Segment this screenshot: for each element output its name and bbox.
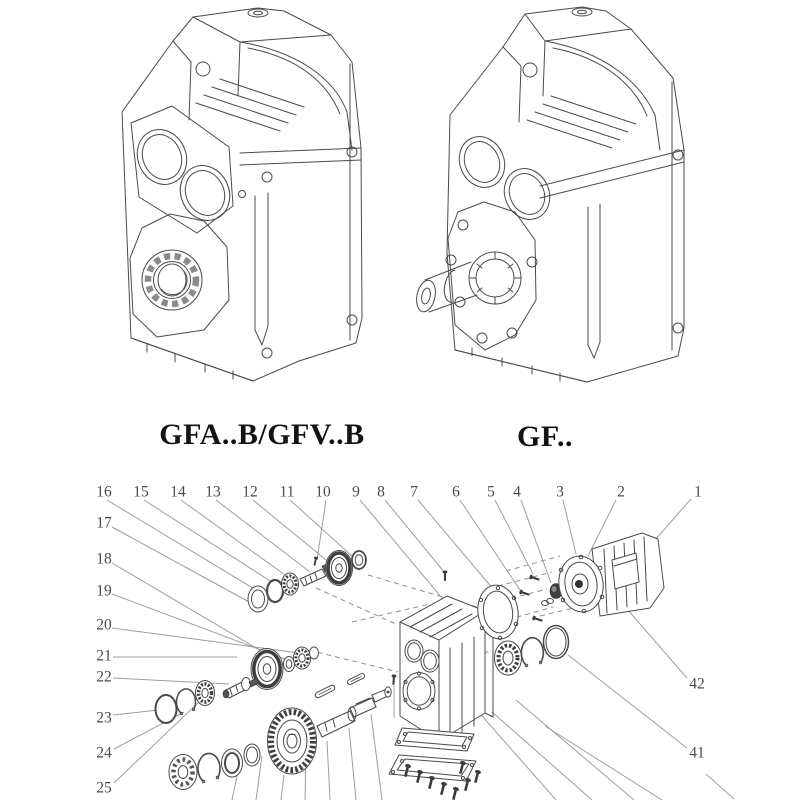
input-shaft-assembly (248, 551, 366, 613)
callout-number-9: 9 (352, 483, 360, 501)
callout-number-2: 2 (617, 483, 625, 501)
callout-leader-10 (317, 500, 326, 560)
callout-number-19: 19 (96, 582, 112, 600)
callout-leader-4 (521, 500, 551, 583)
oil-seal (222, 749, 243, 777)
gearbox-drawing-gfab (122, 8, 362, 381)
callout-number-23: 23 (96, 709, 112, 727)
callout-number-15: 15 (133, 483, 149, 501)
callout-number-24: 24 (96, 744, 112, 762)
callout-number-5: 5 (487, 483, 495, 501)
callout-number-16: 16 (96, 483, 112, 501)
callout-number-17: 17 (96, 514, 112, 532)
callout-leader-18 (112, 563, 263, 652)
callout-leader-3 (563, 500, 576, 554)
callout-number-4: 4 (513, 483, 521, 501)
callout-number-10: 10 (315, 483, 331, 501)
exploded-parts-diagram (156, 533, 665, 800)
callout-number-14: 14 (170, 483, 186, 501)
spacer-ring (244, 744, 260, 766)
callout-leader-41 (568, 655, 687, 748)
callout-leader-8 (385, 500, 445, 573)
output-bearing (495, 641, 522, 675)
callout-number-1: 1 (694, 483, 702, 501)
callout-leader-17 (112, 527, 251, 603)
output-shaft (317, 687, 391, 737)
callout-leader-22 (113, 678, 229, 684)
callout-leader-14 (181, 500, 292, 580)
callout-number-22: 22 (96, 668, 112, 686)
ball-bearing (169, 755, 197, 790)
circlip-right (521, 638, 543, 667)
callout-leader-5 (495, 500, 533, 574)
callout-leader-6 (460, 500, 520, 590)
callout-leader-7 (418, 500, 499, 596)
shaft-keys (318, 676, 362, 695)
output-gear (268, 708, 317, 774)
callout-number-6: 6 (452, 483, 460, 501)
gearbox-drawing-gf (414, 7, 684, 382)
callout-number-42: 42 (689, 675, 705, 693)
callout-number-13: 13 (205, 483, 221, 501)
motor (555, 533, 664, 616)
callout-number-11: 11 (279, 483, 295, 501)
callout-number-18: 18 (96, 550, 112, 568)
intermediate-gear-assembly (223, 647, 319, 698)
callout-number-3: 3 (556, 483, 564, 501)
callout-number-8: 8 (377, 483, 385, 501)
callout-leader-23 (113, 710, 158, 715)
seal-ring-right (544, 626, 569, 659)
callout-leader-9 (360, 500, 447, 604)
callout-leader-15 (144, 500, 278, 586)
callout-number-21: 21 (96, 647, 112, 665)
gear-housing (391, 570, 493, 741)
callout-number-12: 12 (242, 483, 258, 501)
callout-number-7: 7 (410, 483, 418, 501)
seal-circlip-bearing-upper (156, 681, 215, 724)
callout-number-20: 20 (96, 616, 112, 634)
callout-leader-12 (253, 500, 331, 564)
model-label-right: GF.. (517, 420, 573, 453)
callout-leader-11 (290, 500, 353, 557)
callout-number-25: 25 (96, 779, 112, 797)
model-label-left: GFA..B/GFV..B (159, 418, 365, 451)
callout-number-41: 41 (689, 744, 705, 762)
callout-leader-16 (107, 500, 261, 593)
circlip-bottom (198, 753, 220, 782)
